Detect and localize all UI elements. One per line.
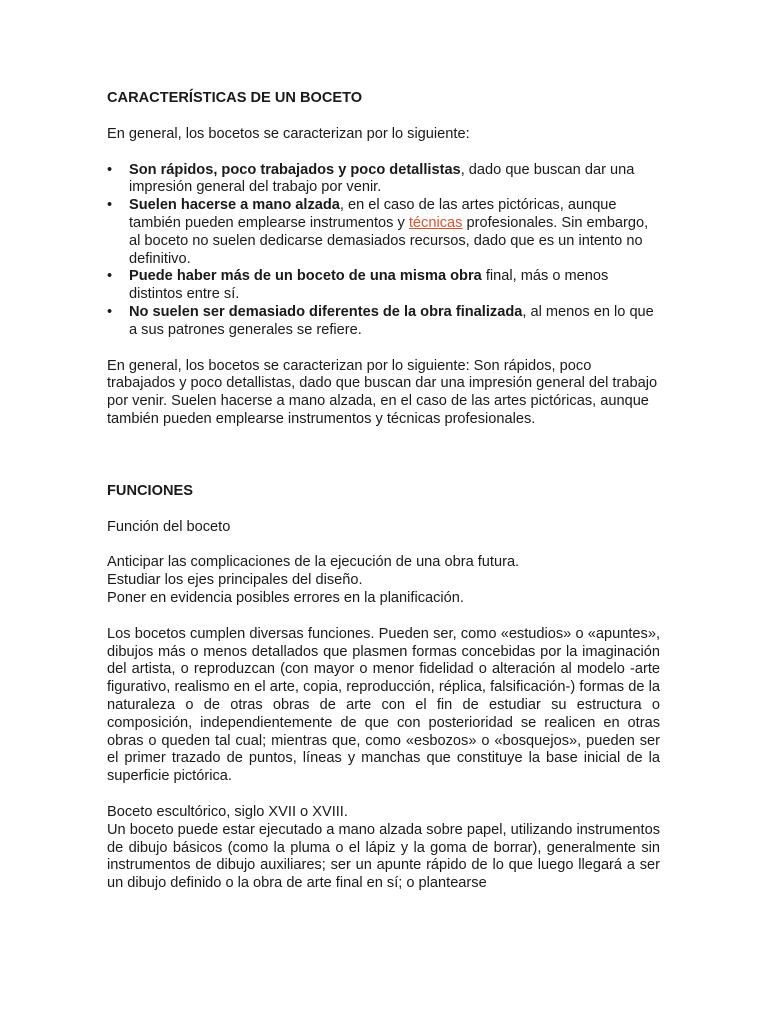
uses-paragraph: Los bocetos cumplen diversas funciones. Pueden ser, como «estudios» o «apuntes», dibujos más o menos detallados que plasmen formas concebidas por la imaginación del artista, o reproduzcan (con mayor o menor fidelidad o alteración al modelo -arte figurativo, realismo en el arte, copia, reproducción, réplica, falsificación-) formas de la naturaleza o de otras obras de arte con el fin de estudiar su estructura o composición, independientemente de que con posterioridad se realicen en otras obras o queden tal cual; mientras que, como «esbozos» o «bosquejos», pueden ser el primer trazado de puntos, líneas y manchas que constituye la base inicial de la superficie pictórica. bbox=[107, 625, 660, 785]
function-list bbox=[107, 554, 660, 607]
bullet-text: , al menos en lo que a sus patrones generales se refiere. bbox=[129, 303, 654, 338]
section-heading-caracteristicas: CARACTERÍSTICAS DE UN BOCETO bbox=[107, 90, 363, 106]
list-item bbox=[107, 304, 660, 340]
closing-paragraph: Un boceto puede estar ejecutado a mano alzada sobre papel, utilizando instrumentos de dibujo básicos (como la pluma o el lápiz y la goma de borrar), generalmente sin instrumentos de dibujo auxiliares; ser un apunte rápido de lo que luego llegará a ser un dibujo definido o la obra de arte final en sí; o plantearse bbox=[107, 821, 660, 892]
bullet-bold-text: Suelen hacerse a mano alzada bbox=[129, 197, 340, 214]
list-item: Estudiar los ejes principales del diseño. bbox=[107, 572, 363, 589]
function-subtitle: Función del boceto bbox=[107, 518, 231, 535]
bullet-text: , dado que buscan dar una impresión general del trabajo por venir. bbox=[129, 161, 635, 196]
bullet-text: , en el caso de las artes pictóricas, aunque también pueden emplearse instrumentos y bbox=[129, 197, 617, 231]
bullet-bold-text: No suelen ser demasiado diferentes de la obra finalizada bbox=[129, 303, 523, 320]
bullet-bold-text: Puede haber más de un boceto de una misma obra bbox=[129, 268, 482, 285]
characteristics-list bbox=[107, 162, 660, 340]
intro-paragraph: En general, los bocetos se caracterizan por lo siguiente: bbox=[107, 125, 470, 142]
summary-paragraph: En general, los bocetos se caracterizan por lo siguiente: Son rápidos, poco trabajados y poco detallistas, dado que buscan dar una impresión general del trabajo por venir. Suelen hacerse a mano alzada, en el caso de las artes pictóricas, aunque también pueden emplearse instrumentos y técnicas profesionales. bbox=[107, 357, 658, 427]
bullet-icon: • bbox=[107, 161, 113, 178]
bullet-icon: • bbox=[107, 268, 113, 285]
tecnicas-link[interactable]: técnicas bbox=[408, 214, 463, 231]
image-caption: Boceto escultórico, siglo XVII o XVIII. bbox=[107, 803, 348, 820]
list-item: Poner en evidencia posibles errores en la planificación. bbox=[107, 589, 464, 606]
list-item bbox=[107, 197, 660, 268]
bullet-text: final, más o menos distintos entre sí. bbox=[129, 268, 609, 303]
bullet-icon: • bbox=[107, 303, 113, 320]
bullet-icon: • bbox=[107, 197, 113, 214]
bullet-text: profesionales. Sin embargo, al boceto no suelen dedicarse demasiados recursos, dado que es un intento no definitivo. bbox=[129, 214, 649, 267]
section-heading-funciones: FUNCIONES bbox=[107, 482, 193, 499]
list-item bbox=[107, 162, 660, 198]
list-item bbox=[107, 268, 660, 304]
list-item: Anticipar las complicaciones de la ejecución de una obra futura. bbox=[107, 554, 520, 571]
bullet-bold-text: Son rápidos, poco trabajados y poco detallistas bbox=[129, 161, 461, 178]
